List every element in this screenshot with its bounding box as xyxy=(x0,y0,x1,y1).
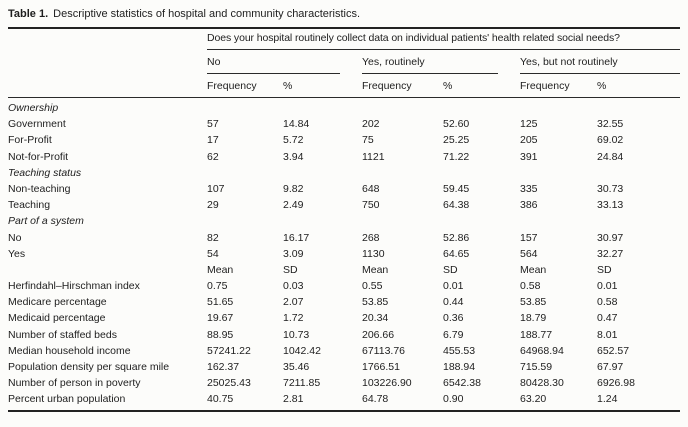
cell-value: 2.49 xyxy=(283,199,304,212)
cell-value: Mean xyxy=(207,263,234,276)
cell-value: 32.27 xyxy=(597,247,624,260)
cell-value: 18.79 xyxy=(520,312,547,325)
cell-value: 20.34 xyxy=(362,312,389,325)
row-label: Teaching status xyxy=(8,166,82,179)
cell-value: 6926.98 xyxy=(597,377,635,390)
table-caption-text: Descriptive statistics of hospital and community characteristics. xyxy=(53,8,361,20)
cell-value xyxy=(207,165,283,181)
cell-value: 0.75 xyxy=(207,280,228,293)
cell-value: 188.77 xyxy=(520,328,553,341)
cell-value: 202 xyxy=(362,118,380,131)
group-header-cell xyxy=(520,50,680,74)
column-header-percent: % xyxy=(443,74,520,98)
cell-value xyxy=(283,165,362,181)
row-label: Medicaid percentage xyxy=(8,312,106,325)
data-row xyxy=(8,327,680,343)
spanning-header-cell xyxy=(207,28,680,50)
cell-value: 53.85 xyxy=(520,296,547,309)
cell-value: 206.66 xyxy=(362,328,395,341)
mean-sd-subheader-row xyxy=(8,262,680,278)
group-header-row xyxy=(8,50,680,74)
cell-value: 8.01 xyxy=(597,328,618,341)
column-header-row xyxy=(8,74,680,98)
cell-value xyxy=(207,214,283,230)
section-row xyxy=(8,98,680,117)
cell-value xyxy=(207,98,283,117)
cell-value xyxy=(443,214,520,230)
cell-value xyxy=(597,98,680,117)
cell-value: 69.02 xyxy=(597,134,624,147)
cell-value: 30.97 xyxy=(597,231,624,244)
cell-value: 1121 xyxy=(362,150,385,163)
cell-value: 29 xyxy=(207,199,219,212)
cell-value: 63.20 xyxy=(520,393,547,406)
cell-value: 32.55 xyxy=(597,118,624,131)
cell-value: 1042.42 xyxy=(283,344,321,357)
data-row xyxy=(8,133,680,149)
cell-value: 268 xyxy=(362,231,380,244)
column-header-percent: % xyxy=(597,74,680,98)
cell-value: 62 xyxy=(207,150,219,163)
cell-value: 0.58 xyxy=(520,280,541,293)
cell-value: 35.46 xyxy=(283,361,310,373)
cell-value: 103226.90 xyxy=(362,377,412,390)
row-label xyxy=(8,262,207,278)
cell-value: 2.07 xyxy=(283,296,304,309)
cell-value: 64.78 xyxy=(362,393,389,406)
data-row xyxy=(8,359,680,375)
cell-value: 391 xyxy=(520,150,538,163)
row-label: Non-teaching xyxy=(8,182,71,195)
cell-value: 335 xyxy=(520,182,538,195)
cell-value xyxy=(443,165,520,181)
data-row xyxy=(8,278,680,294)
row-label: Medicare percentage xyxy=(8,296,107,309)
cell-value: 16.17 xyxy=(283,231,310,244)
cell-value: 14.84 xyxy=(283,118,310,131)
column-header-frequency: Frequency xyxy=(520,74,597,98)
cell-value: 88.95 xyxy=(207,328,234,341)
cell-value: 455.53 xyxy=(443,344,476,357)
row-label: Median household income xyxy=(8,344,131,357)
cell-value: 9.82 xyxy=(283,182,304,195)
survey-question-header: Does your hospital routinely collect data on individual patients' health related social needs? xyxy=(207,29,680,50)
data-row xyxy=(8,149,680,165)
group-header-yes-routinely: Yes, routinely xyxy=(362,50,498,74)
cell-value: 33.13 xyxy=(597,199,624,212)
data-row xyxy=(8,197,680,213)
cell-value: 564 xyxy=(520,247,538,260)
table-caption-number: Table 1. xyxy=(8,8,49,20)
cell-value: 1130 xyxy=(362,247,385,260)
column-header-frequency: Frequency xyxy=(362,74,443,98)
cell-value xyxy=(283,214,362,230)
cell-value: 59.45 xyxy=(443,182,470,195)
cell-value: 6542.38 xyxy=(443,377,481,390)
table-caption xyxy=(8,7,680,21)
cell-value: 25025.43 xyxy=(207,377,251,390)
cell-value: 19.67 xyxy=(207,312,234,325)
cell-value: 188.94 xyxy=(443,361,476,373)
column-header-frequency: Frequency xyxy=(207,74,283,98)
cell-value: 24.84 xyxy=(597,150,624,163)
cell-value: SD xyxy=(597,263,612,276)
cell-value: SD xyxy=(283,263,298,276)
cell-value: 17 xyxy=(207,134,219,147)
cell-value: 52.86 xyxy=(443,231,470,244)
cell-value: 64.38 xyxy=(443,199,470,212)
empty-corner-cell xyxy=(8,28,207,50)
cell-value: 205 xyxy=(520,134,538,147)
cell-value: 5.72 xyxy=(283,134,304,147)
cell-value: 0.55 xyxy=(362,280,383,293)
cell-value xyxy=(443,98,520,117)
cell-value: 1766.51 xyxy=(362,361,400,373)
cell-value xyxy=(597,214,680,230)
cell-value xyxy=(362,165,443,181)
cell-value: 57 xyxy=(207,118,219,131)
cell-value xyxy=(520,98,597,117)
cell-value: 64.65 xyxy=(443,247,470,260)
cell-value: 6.79 xyxy=(443,328,464,341)
row-label: Population density per square mile xyxy=(8,361,170,373)
cell-value: 30.73 xyxy=(597,182,624,195)
cell-value: 53.85 xyxy=(362,296,389,309)
row-label: Not-for-Profit xyxy=(8,150,69,163)
cell-value: 386 xyxy=(520,199,538,212)
cell-value: 57241.22 xyxy=(207,344,251,357)
group-header-no: No xyxy=(207,50,340,74)
data-row xyxy=(8,294,680,310)
cell-value: 3.94 xyxy=(283,150,304,163)
cell-value: 652.57 xyxy=(597,344,630,357)
cell-value xyxy=(597,165,680,181)
cell-value: 25.25 xyxy=(443,134,470,147)
table-body xyxy=(8,98,680,411)
group-header-yes-not-routinely: Yes, but not routinely xyxy=(520,50,680,74)
empty-corner-cell xyxy=(8,74,207,98)
cell-value: 0.01 xyxy=(597,280,618,293)
cell-value: 0.58 xyxy=(597,296,618,309)
row-label: Number of person in poverty xyxy=(8,377,141,390)
cell-value xyxy=(520,214,597,230)
row-label: Ownership xyxy=(8,102,59,114)
row-label: Government xyxy=(8,118,66,131)
cell-value xyxy=(362,214,443,230)
data-row xyxy=(8,392,680,411)
cell-value: 1.24 xyxy=(597,393,618,406)
cell-value: 648 xyxy=(362,182,380,195)
cell-value: 67.97 xyxy=(597,361,624,373)
cell-value: 0.90 xyxy=(443,393,464,406)
data-row xyxy=(8,375,680,391)
cell-value: 82 xyxy=(207,231,219,244)
cell-value: 0.36 xyxy=(443,312,464,325)
cell-value xyxy=(362,98,443,117)
row-label: For-Profit xyxy=(8,134,52,147)
row-label: Part of a system xyxy=(8,215,84,228)
cell-value: 0.01 xyxy=(443,280,464,293)
cell-value: 52.60 xyxy=(443,118,470,131)
cell-value: Mean xyxy=(362,263,389,276)
cell-value xyxy=(283,98,362,117)
cell-value: 71.22 xyxy=(443,150,470,163)
cell-value: 10.73 xyxy=(283,328,310,341)
cell-value: 80428.30 xyxy=(520,377,564,390)
cell-value: 2.81 xyxy=(283,393,304,406)
cell-value: Mean xyxy=(520,263,547,276)
row-label: Number of staffed beds xyxy=(8,328,117,341)
section-row xyxy=(8,214,680,230)
spanning-header-row xyxy=(8,28,680,50)
cell-value: 125 xyxy=(520,118,538,131)
row-label: Percent urban population xyxy=(8,393,126,406)
cell-value: 0.47 xyxy=(597,312,618,325)
cell-value: 64968.94 xyxy=(520,344,564,357)
row-label: Yes xyxy=(8,247,26,260)
data-row xyxy=(8,311,680,327)
cell-value: 157 xyxy=(520,231,538,244)
cell-value: SD xyxy=(443,263,458,276)
data-row xyxy=(8,343,680,359)
section-row xyxy=(8,165,680,181)
data-row xyxy=(8,181,680,197)
cell-value: 7211.85 xyxy=(283,377,321,390)
cell-value: 54 xyxy=(207,247,219,260)
cell-value: 67113.76 xyxy=(362,344,406,357)
group-header-cell xyxy=(362,50,520,74)
row-label: Teaching xyxy=(8,199,51,212)
cell-value: 75 xyxy=(362,134,374,147)
cell-value: 40.75 xyxy=(207,393,234,406)
cell-value: 162.37 xyxy=(207,361,240,373)
cell-value: 0.44 xyxy=(443,296,464,309)
data-row xyxy=(8,116,680,132)
descriptive-statistics-table xyxy=(8,27,680,412)
cell-value: 3.09 xyxy=(283,247,304,260)
cell-value: 750 xyxy=(362,199,380,212)
cell-value xyxy=(520,165,597,181)
row-label: Herfindahl–Hirschman index xyxy=(8,280,140,293)
cell-value: 107 xyxy=(207,182,225,195)
empty-corner-cell xyxy=(8,50,207,74)
cell-value: 715.59 xyxy=(520,361,553,373)
data-row xyxy=(8,246,680,262)
column-header-percent: % xyxy=(283,74,362,98)
cell-value: 0.03 xyxy=(283,280,304,293)
group-header-cell xyxy=(207,50,362,74)
cell-value: 51.65 xyxy=(207,296,234,309)
data-row xyxy=(8,230,680,246)
row-label: No xyxy=(8,231,22,244)
cell-value: 1.72 xyxy=(283,312,304,325)
